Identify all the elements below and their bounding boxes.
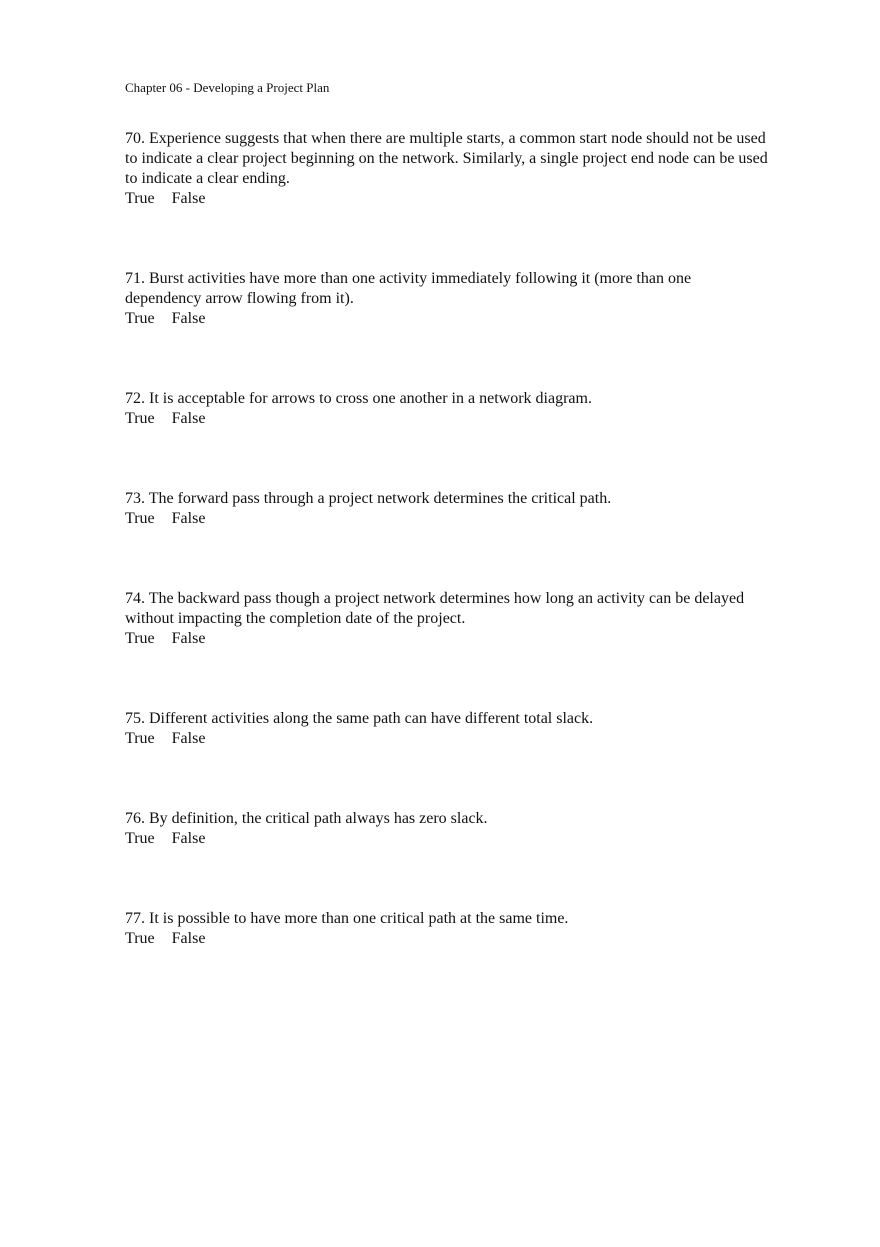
question-text: 75. Different activities along the same path can have different total slack. [125,710,594,727]
option-false: False [171,310,206,327]
question-71 [125,269,770,329]
question-text: 74. The backward pass though a project network determines how long an activity can be delayed without impacting the completion date of the project. [125,590,745,627]
true-false-options [125,189,770,209]
page-header: Chapter 06 - Developing a Project Plan [125,80,330,95]
option-true: True [125,630,155,647]
option-false: False [171,630,206,647]
true-false-options [125,729,770,749]
true-false-options [125,409,770,429]
option-true: True [125,410,155,427]
question-text: 72. It is acceptable for arrows to cross one another in a network diagram. [125,390,592,407]
option-false: False [171,930,206,947]
question-text: 71. Burst activities have more than one activity immediately following it (more than one dependency arrow flowing from it). [125,270,692,307]
option-false: False [171,410,206,427]
option-true: True [125,190,155,207]
option-false: False [171,190,206,207]
option-true: True [125,510,155,527]
question-77 [125,909,770,949]
question-74 [125,589,770,649]
option-true: True [125,310,155,327]
question-text: 77. It is possible to have more than one critical path at the same time. [125,910,569,927]
question-76 [125,809,770,849]
question-text: 73. The forward pass through a project network determines the critical path. [125,490,612,507]
true-false-options [125,509,770,529]
true-false-options [125,829,770,849]
option-false: False [171,830,206,847]
option-false: False [171,510,206,527]
option-true: True [125,730,155,747]
option-true: True [125,930,155,947]
true-false-options [125,309,770,329]
option-true: True [125,830,155,847]
question-list [125,129,770,1009]
question-72 [125,389,770,429]
true-false-options [125,629,770,649]
question-73 [125,489,770,529]
question-70 [125,129,770,209]
true-false-options [125,929,770,949]
question-75 [125,709,770,749]
option-false: False [171,730,206,747]
question-text: 70. Experience suggests that when there are multiple starts, a common start node should not be used to indicate a clear project beginning on the network. Similarly, a single project end node can be used to indicate a clear ending. [125,130,768,187]
question-text: 76. By definition, the critical path always has zero slack. [125,810,488,827]
